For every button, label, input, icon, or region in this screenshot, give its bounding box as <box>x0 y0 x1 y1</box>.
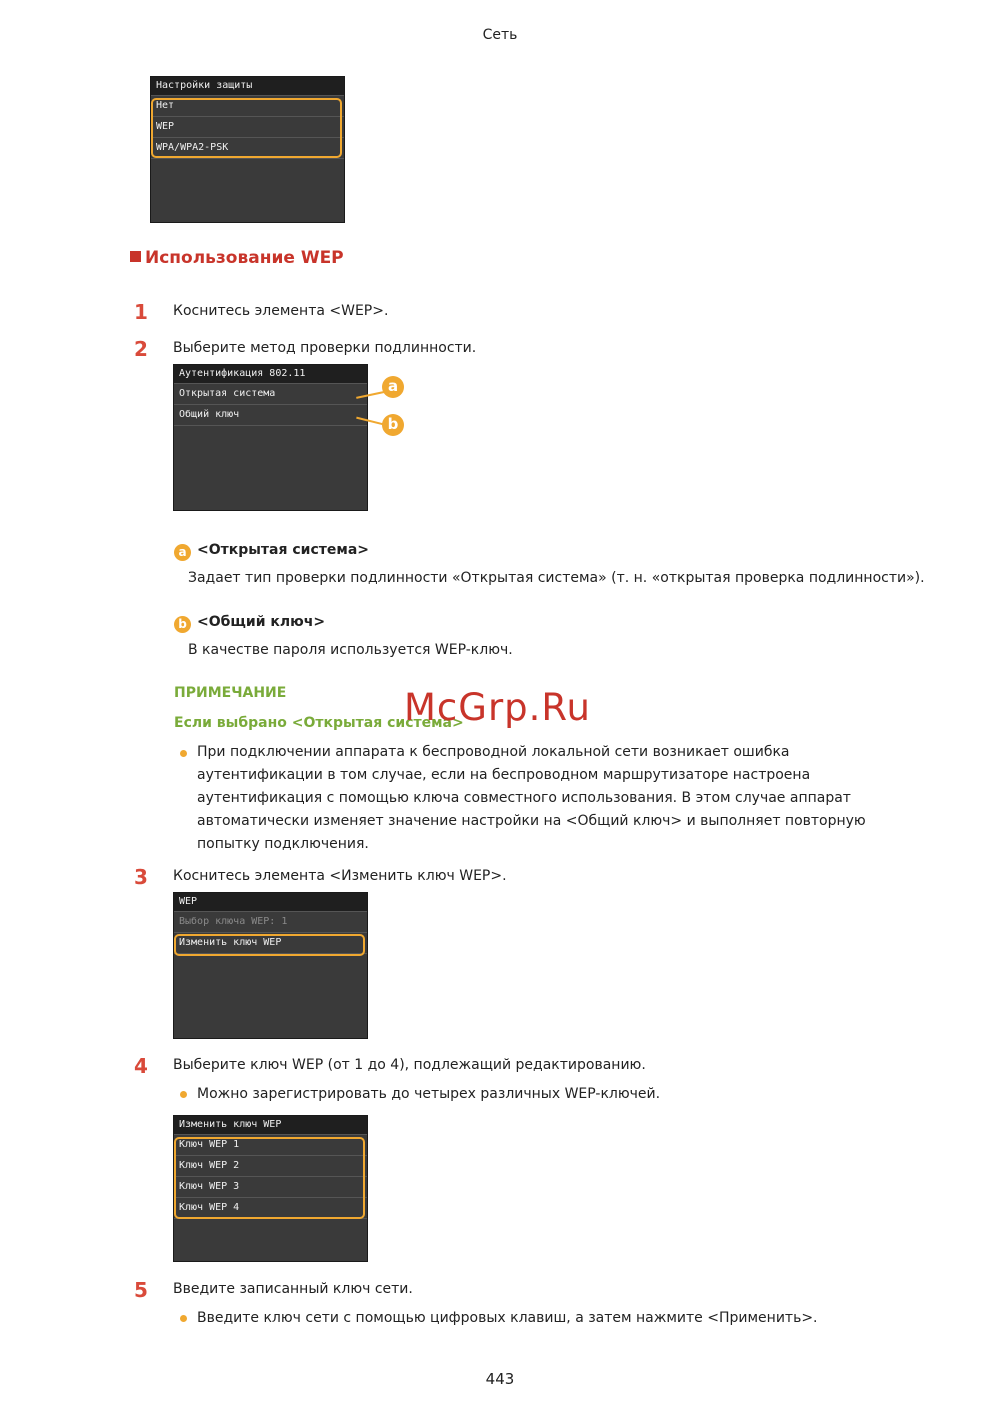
callout-a-icon: a <box>382 376 404 398</box>
highlight-frame <box>174 934 365 956</box>
menu-item-key-1[interactable]: Ключ WEP 1 <box>174 1135 367 1156</box>
note-heading: ПРИМЕЧАНИЕ <box>174 685 287 701</box>
menu-item-wep[interactable]: WEP <box>151 117 344 138</box>
wep-screen <box>173 892 368 1039</box>
step-number: 1 <box>134 300 148 324</box>
step4-bullet-text: Можно зарегистрировать до четырех различных WEP-ключей. <box>197 1086 661 1102</box>
screen-title: Изменить ключ WEP <box>174 1116 367 1135</box>
callout-b-icon: b <box>382 414 404 436</box>
badge-b-icon: b <box>174 616 191 633</box>
step-text: Введите записанный ключ сети. <box>173 1281 413 1297</box>
menu-item-change-key[interactable]: Изменить ключ WEP <box>174 933 367 954</box>
step-number: 2 <box>134 337 148 361</box>
page-number: 443 <box>485 1370 515 1388</box>
step-text: Выберите метод проверки подлинности. <box>173 340 477 356</box>
menu-item-key-4[interactable]: Ключ WEP 4 <box>174 1198 367 1219</box>
screen-title: WEP <box>174 893 367 912</box>
step-text: Выберите ключ WEP (от 1 до 4), подлежащий редактированию. <box>173 1057 646 1073</box>
highlight-frame <box>151 98 342 158</box>
step-text: Коснитесь элемента <WEP>. <box>173 303 389 319</box>
bullet-icon <box>180 1315 187 1322</box>
page-header: Сеть <box>482 27 518 43</box>
definition-text-b: В качестве пароля используется WEP-ключ. <box>188 642 513 658</box>
badge-a-icon: a <box>174 544 191 561</box>
step-text: Коснитесь элемента <Изменить ключ WEP>. <box>173 868 507 884</box>
section-title: Использование WEP <box>130 248 344 268</box>
menu-item-key-2[interactable]: Ключ WEP 2 <box>174 1156 367 1177</box>
menu-item-open-system[interactable]: Открытая система <box>174 384 367 405</box>
section-square-icon <box>130 251 141 262</box>
definition-text-a: Задает тип проверки подлинности «Открытая система» (т. н. «открытая проверка подлинности»). <box>188 570 925 586</box>
screen-title: Аутентификация 802.11 <box>174 365 367 384</box>
step-number: 4 <box>134 1054 148 1078</box>
menu-item-select-key: Выбор ключа WEP: 1 <box>174 912 367 933</box>
menu-item-key-3[interactable]: Ключ WEP 3 <box>174 1177 367 1198</box>
definition-title-b: b <Общий ключ> <box>174 614 325 633</box>
bullet-icon <box>180 1091 187 1098</box>
menu-item-shared-key[interactable]: Общий ключ <box>174 405 367 426</box>
step5-bullet-text: Введите ключ сети с помощью цифровых клавиш, а затем нажмите <Применить>. <box>197 1310 818 1326</box>
watermark: McGrp.Ru <box>404 686 591 729</box>
menu-item-wpa[interactable]: WPA/WPA2-PSK <box>151 138 344 159</box>
auth-method-screen <box>173 364 368 511</box>
screen-title: Настройки защиты <box>151 77 344 96</box>
step-number: 5 <box>134 1278 148 1302</box>
note-bullet-text: При подключении аппарата к беспроводной локальной сети возникает ошибка аутентификации в том случае, если на беспроводном маршрутизаторе настроена аутентификация с помощью ключа совместного использования. В этом случае аппарат автоматически изменяет значение настройки на <Общий ключ> и выполняет повторную попытку подключения. <box>197 744 866 852</box>
note-subheading: Если выбрано <Открытая система> <box>174 715 464 731</box>
bullet-icon <box>180 750 187 757</box>
menu-item-none[interactable]: Нет <box>151 96 344 117</box>
highlight-frame <box>174 1137 365 1219</box>
definition-title-a: a <Открытая система> <box>174 542 369 561</box>
step-number: 3 <box>134 865 148 889</box>
